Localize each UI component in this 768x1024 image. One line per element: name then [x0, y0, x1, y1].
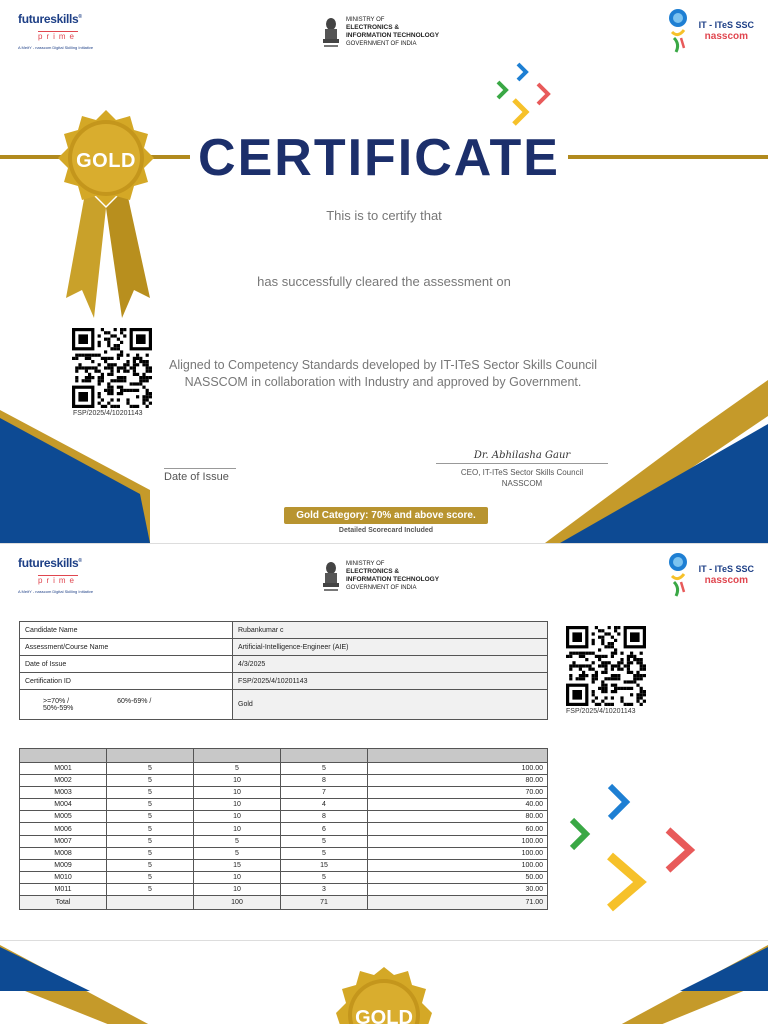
score-table-header — [20, 749, 548, 763]
futureskills-logo — [18, 556, 98, 594]
itites-title: IT - ITeS SSC — [698, 564, 754, 574]
nasscom-text: nasscom — [704, 575, 749, 586]
meity-line2: ELECTRONICS & — [346, 568, 400, 575]
score-cell: 10 — [194, 883, 281, 895]
meity-line4: GOVERNMENT OF INDIA — [346, 585, 417, 591]
grade-gold: >=70% / — [43, 697, 70, 705]
score-cell: 5 — [107, 787, 194, 799]
score-cell: 5 — [194, 847, 281, 859]
score-cell: 5 — [107, 811, 194, 823]
score-cell: 5 — [281, 835, 368, 847]
score-cell: M006 — [20, 823, 107, 835]
registered-mark: ® — [78, 558, 82, 564]
info-row — [20, 622, 548, 639]
score-cell: M004 — [20, 799, 107, 811]
score-cell: 30.00 — [368, 883, 548, 895]
meity-line1: MINISTRY OF — [346, 17, 385, 23]
futureskills-tagline: A MeitY - nasscom Digital Skilling Initiative — [18, 589, 94, 594]
score-cell: 5 — [107, 799, 194, 811]
table-row — [20, 835, 548, 847]
score-cell: 15 — [194, 859, 281, 871]
ssc-figure-icon — [665, 8, 691, 54]
date-of-issue-label: Date of Issue — [164, 468, 236, 483]
score-cell: 6 — [281, 823, 368, 835]
score-cell: 15 — [281, 859, 368, 871]
meity-logo — [320, 16, 439, 50]
score-cell: 10 — [194, 787, 281, 799]
score-cell: 5 — [281, 847, 368, 859]
futureskills-name: futureskills — [18, 12, 79, 26]
score-cell: 5 — [194, 835, 281, 847]
total-label: Total — [20, 896, 107, 910]
total-obtained: 71 — [281, 896, 368, 910]
info-value: 4/3/2025 — [233, 656, 548, 673]
table-row — [20, 871, 548, 883]
score-cell: 5 — [107, 775, 194, 787]
score-cell: 5 — [107, 871, 194, 883]
score-cell: 10 — [194, 799, 281, 811]
score-cell: 8 — [281, 811, 368, 823]
score-cell: M011 — [20, 883, 107, 895]
info-label: Certification ID — [20, 673, 233, 690]
score-cell: 5 — [107, 823, 194, 835]
chevrons-decoration-icon — [566, 780, 698, 920]
grade-scale — [20, 690, 233, 720]
info-row — [20, 656, 548, 673]
header-cell — [281, 749, 368, 763]
table-row — [20, 847, 548, 859]
itites-logo — [665, 8, 754, 54]
meity-line4: GOVERNMENT OF INDIA — [346, 41, 417, 47]
info-value: Artificial-Intelligence-Engineer (AIE) — [233, 639, 548, 656]
score-cell: 5 — [107, 835, 194, 847]
score-cell: M003 — [20, 787, 107, 799]
cleared-text: has successfully cleared the assessment on — [257, 274, 511, 289]
aligned-line2: NASSCOM in collaboration with Industry and approved by Government. — [184, 375, 582, 389]
info-value: FSP/2025/4/10201143 — [233, 673, 548, 690]
futureskills-name: futureskills — [18, 556, 79, 570]
candidate-info-table — [19, 621, 548, 720]
qr-certificate-id: FSP/2025/4/10201143 — [566, 708, 636, 715]
chevrons-decoration-icon — [494, 62, 554, 134]
score-cell: 10 — [194, 823, 281, 835]
header-cell — [194, 749, 281, 763]
itites-title: IT - ITeS SSC — [698, 20, 754, 30]
score-cell: 10 — [194, 811, 281, 823]
score-cell: 10 — [194, 775, 281, 787]
futureskills-tagline: A MeitY - nasscom Digital Skilling Initiative — [18, 45, 94, 50]
score-cell: 5 — [107, 763, 194, 775]
table-row — [20, 883, 548, 895]
info-label: Date of Issue — [20, 656, 233, 673]
score-cell: 8 — [281, 775, 368, 787]
info-row — [20, 639, 548, 656]
score-cell: 4 — [281, 799, 368, 811]
emblem-icon — [320, 560, 342, 594]
score-cell: 60.00 — [368, 823, 548, 835]
certificate-title: CERTIFICATE — [198, 129, 560, 187]
score-cell: M005 — [20, 811, 107, 823]
score-cell: 5 — [107, 883, 194, 895]
total-row — [20, 896, 548, 910]
table-row — [20, 823, 548, 835]
signature: Dr. Abhilasha Gaur — [473, 450, 571, 461]
score-cell: 80.00 — [368, 811, 548, 823]
meity-line3: INFORMATION TECHNOLOGY — [346, 576, 440, 583]
total-max-marks: 100 — [194, 896, 281, 910]
header-cell — [107, 749, 194, 763]
score-cell: 10 — [194, 871, 281, 883]
badge-label: GOLD — [355, 1007, 413, 1024]
score-cell: M010 — [20, 871, 107, 883]
signature-block — [436, 450, 608, 489]
score-cell: 5 — [194, 763, 281, 775]
score-cell: 100.00 — [368, 859, 548, 871]
futureskills-prime: prime — [38, 576, 79, 585]
table-row — [20, 787, 548, 799]
score-cell: 100.00 — [368, 835, 548, 847]
score-cell: 100.00 — [368, 763, 548, 775]
score-cell: M007 — [20, 835, 107, 847]
scorecard-note: Detailed Scorecard Included — [338, 527, 434, 534]
qr-code — [566, 626, 646, 706]
score-cell: 70.00 — [368, 787, 548, 799]
score-cell: 5 — [281, 763, 368, 775]
gold-rule-right — [568, 155, 768, 159]
meity-line3: INFORMATION TECHNOLOGY — [346, 32, 440, 39]
emblem-icon — [320, 16, 342, 50]
futureskills-logo — [18, 12, 98, 50]
certificate-page-partial — [0, 940, 768, 1024]
scorecard-page — [0, 543, 768, 940]
aligned-line1: Aligned to Competency Standards developed by IT-ITeS Sector Skills Council — [168, 358, 597, 372]
grade-value: Gold — [233, 690, 548, 720]
info-value: Rubankumar c — [233, 622, 548, 639]
score-cell: M009 — [20, 859, 107, 871]
badge-label: GOLD — [76, 150, 136, 172]
table-row — [20, 811, 548, 823]
info-label: Assessment/Course Name — [20, 639, 233, 656]
info-row — [20, 673, 548, 690]
score-cell: 5 — [107, 859, 194, 871]
table-row — [20, 763, 548, 775]
score-cell: 7 — [281, 787, 368, 799]
registered-mark: ® — [78, 14, 82, 20]
score-cell: 40.00 — [368, 799, 548, 811]
meity-logo — [320, 560, 439, 594]
total-cell — [107, 896, 194, 910]
signer-org: NASSCOM — [501, 479, 543, 488]
header-cell — [20, 749, 107, 763]
ssc-figure-icon — [665, 552, 691, 598]
score-cell: 5 — [107, 847, 194, 859]
grade-silver: 60%-69% / — [117, 697, 152, 705]
table-row — [20, 775, 548, 787]
futureskills-prime: prime — [38, 32, 79, 41]
meity-line1: MINISTRY OF — [346, 561, 385, 567]
certify-text: This is to certify that — [326, 208, 442, 223]
module-score-table — [19, 748, 548, 910]
total-percent: 71.00 — [368, 896, 548, 910]
score-cell: 100.00 — [368, 847, 548, 859]
table-row — [20, 799, 548, 811]
table-row — [20, 859, 548, 871]
nasscom-text: nasscom — [704, 31, 749, 42]
qr-certificate-id: FSP/2025/4/10201143 — [73, 410, 143, 417]
itites-logo — [665, 552, 754, 598]
signer-title: CEO, IT-ITeS Sector Skills Council — [460, 468, 584, 477]
gold-category-banner: Gold Category: 70% and above score. — [284, 507, 488, 524]
score-cell: 50.00 — [368, 871, 548, 883]
score-cell: 80.00 — [368, 775, 548, 787]
grade-row — [20, 690, 548, 720]
score-cell: 3 — [281, 883, 368, 895]
header-cell — [368, 749, 548, 763]
score-cell: M008 — [20, 847, 107, 859]
grade-bronze: 50%-59% — [43, 704, 74, 712]
score-cell: M001 — [20, 763, 107, 775]
score-cell: M002 — [20, 775, 107, 787]
score-cell: 5 — [281, 871, 368, 883]
meity-line2: ELECTRONICS & — [346, 24, 400, 31]
info-label: Candidate Name — [20, 622, 233, 639]
